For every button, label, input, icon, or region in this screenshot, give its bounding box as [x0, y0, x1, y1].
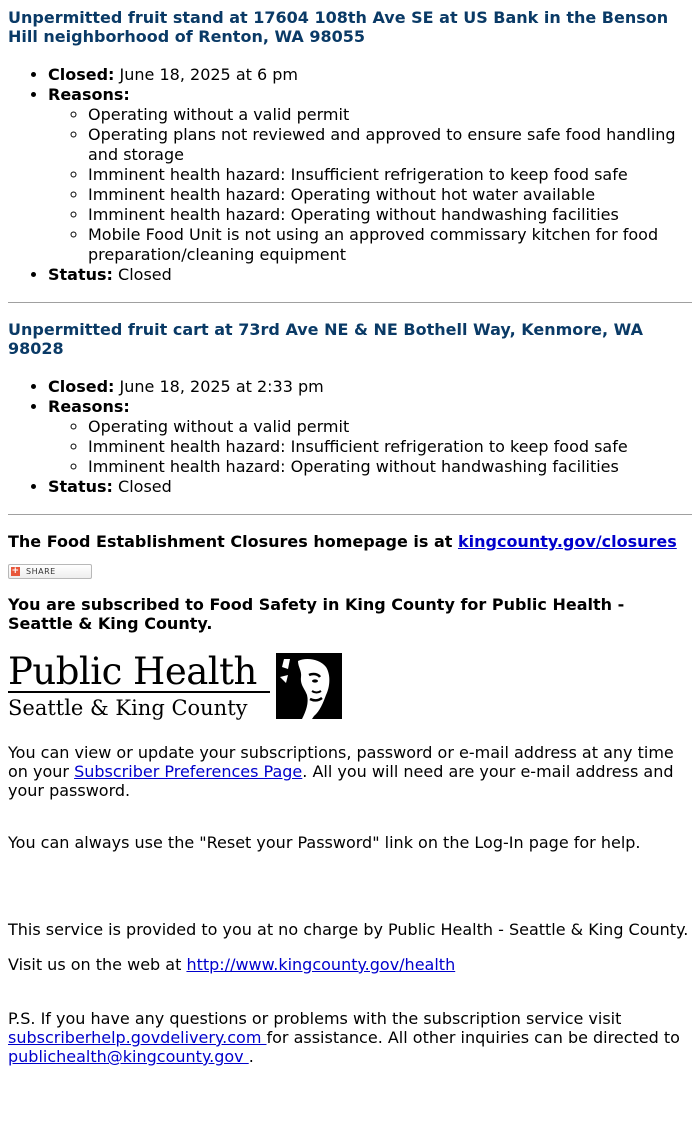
ps-text: P.S. If you have any questions or problems with the subscription service visit	[8, 1009, 622, 1028]
reset-password-note: You can always use the "Reset your Password" link on the Log-In page for help.	[8, 833, 641, 852]
closed-value: June 18, 2025 at 6 pm	[119, 65, 298, 84]
closure-details	[8, 377, 692, 497]
closure-title: Unpermitted fruit stand at 17604 108th Ave SE at US Bank in the Benson Hill neighborhood of Renton, WA 98055	[8, 8, 669, 46]
reason-item: ◦ Operating without a valid permit	[88, 417, 692, 437]
status-item	[48, 477, 692, 497]
reasons-item	[48, 397, 692, 477]
reason-item: ◦ Operating without a valid permit	[88, 105, 692, 125]
service-note: This service is provided to you at no charge by Public Health - Seattle & King County.	[8, 920, 689, 939]
share-button[interactable]	[8, 564, 92, 579]
logo-main-text: Public Health	[8, 650, 257, 693]
preferences-paragraph	[8, 743, 692, 800]
reason-item: ◦ Operating plans not reviewed and approved to ensure safe food handling and storage	[88, 125, 692, 165]
closed-label: Closed:	[48, 377, 115, 396]
visit-text: Visit us on the web at	[8, 955, 187, 974]
reasons-list	[48, 417, 692, 477]
reasons-label: Reasons:	[48, 397, 130, 416]
health-website-link[interactable]: http://www.kingcounty.gov/health	[186, 955, 456, 974]
preferences-text-after: . All you will need are your e-mail address and your password.	[8, 762, 674, 800]
reasons-item	[48, 85, 692, 265]
reason-item: ◦ Imminent health hazard: Operating without hot water available	[88, 185, 692, 205]
plus-icon: +	[11, 566, 20, 576]
preferences-text: You can view or update your subscriptions, password or e-mail address at any time on your	[8, 743, 674, 781]
reasons-label: Reasons:	[48, 85, 130, 104]
reason-item: ◦ Imminent health hazard: Insufficient refrigeration to keep food safe	[88, 437, 692, 457]
reasons-list	[48, 105, 692, 265]
reason-item: ◦ Mobile Food Unit is not using an approved commissary kitchen for food preparation/cleaning equipment	[88, 225, 692, 265]
homepage-text: The Food Establishment Closures homepage is at	[8, 532, 458, 551]
ps-text-end: .	[248, 1047, 254, 1066]
public-health-logo	[8, 650, 692, 725]
subscriber-preferences-link[interactable]: Subscriber Preferences Page	[74, 762, 303, 781]
reason-item: ◦ Imminent health hazard: Insufficient refrigeration to keep food safe	[88, 165, 692, 185]
closure-title: Unpermitted fruit cart at 73rd Ave NE & NE Bothell Way, Kenmore, WA 98028	[8, 320, 643, 358]
status-item	[48, 265, 692, 285]
email-link[interactable]: publichealth@kingcounty.gov	[8, 1047, 249, 1066]
divider	[8, 302, 692, 303]
reason-item: ◦ Imminent health hazard: Operating without handwashing facilities	[88, 205, 692, 225]
divider	[8, 514, 692, 515]
closures-homepage-link[interactable]: kingcounty.gov/closures	[457, 532, 677, 551]
subscriber-help-link[interactable]: subscriberhelp.govdelivery.com	[8, 1028, 267, 1047]
closed-value: June 18, 2025 at 2:33 pm	[119, 377, 324, 396]
share-label: SHARE	[26, 567, 56, 576]
status-value: Closed	[118, 477, 172, 496]
closed-item	[48, 377, 692, 397]
ps-text-middle: for assistance. All other inquiries can be directed to	[266, 1028, 680, 1047]
reason-item: ◦ Imminent health hazard: Operating without handwashing facilities	[88, 457, 692, 477]
visit-paragraph	[8, 955, 692, 974]
subscription-notice: You are subscribed to Food Safety in King County for Public Health - Seattle & King County.	[8, 595, 625, 633]
homepage-note	[8, 532, 692, 551]
mlk-portrait-icon	[276, 653, 342, 719]
ps-paragraph	[8, 1009, 692, 1066]
status-label: Status:	[48, 265, 113, 284]
logo-sub-text: Seattle & King County	[8, 696, 248, 720]
closed-item	[48, 65, 692, 85]
closed-label: Closed:	[48, 65, 115, 84]
status-label: Status:	[48, 477, 113, 496]
closure-details	[8, 65, 692, 285]
status-value: Closed	[118, 265, 172, 284]
